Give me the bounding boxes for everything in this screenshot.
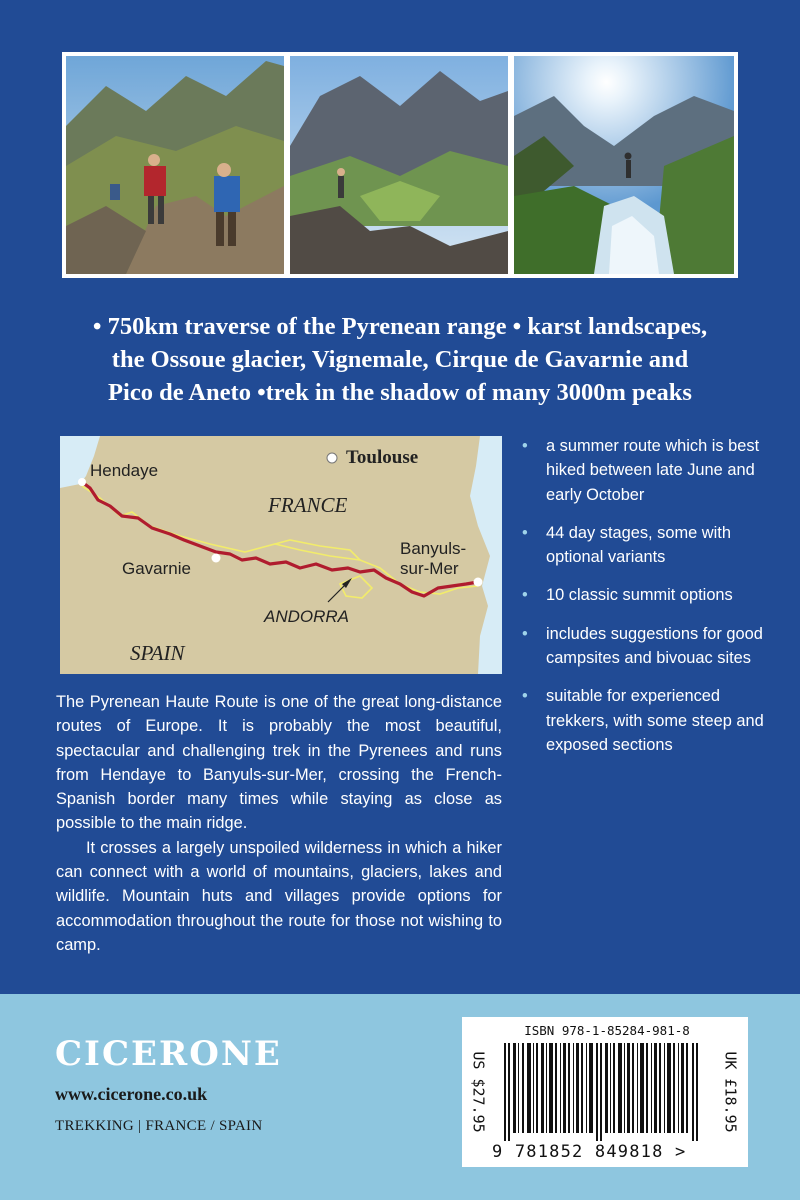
banyuls-marker — [474, 578, 483, 587]
bullet-icon: • — [522, 523, 528, 542]
bullet-icon: • — [522, 687, 528, 706]
isbn-text: ISBN 978-1-85284-981-8 — [524, 1023, 690, 1038]
price-us: US $27.95 — [470, 1051, 488, 1133]
map-label-banyuls-2: sur-Mer — [400, 559, 459, 578]
map-label-france: FRANCE — [268, 493, 348, 517]
map-label-gavarnie: Gavarnie — [122, 559, 191, 578]
highlights-line-3: Pico de Aneto •trek in the shadow of many 3000m peaks — [108, 379, 692, 406]
highlights-line-2: the Ossoue glacier, Vignemale, Cirque de Gavarnie and — [111, 346, 689, 373]
photo-mountain-stream — [514, 56, 734, 274]
price-uk: UK £18.95 — [722, 1051, 740, 1133]
map-label-andorra: ANDORRA — [264, 607, 350, 626]
barcode-panel — [462, 1017, 748, 1167]
description-paragraph-2: It crosses a largely unspoiled wilderness in which a hiker can connect with a world of mountains, glaciers, lakes and wildlife. Mountain huts and villages provide options for accommodation throughout the route for those not wishing to camp. — [56, 838, 502, 954]
feature-list — [522, 434, 772, 771]
publisher-url[interactable]: www.cicerone.co.uk — [55, 1084, 208, 1104]
feature-list-item: • suitable for experienced trekkers, with some steep and exposed sections — [522, 684, 772, 757]
description-text — [56, 690, 502, 957]
gavarnie-marker — [212, 554, 221, 563]
photo-hikers-on-trail — [66, 56, 284, 274]
feature-list-item: • includes suggestions for good campsites and bivouac sites — [522, 622, 772, 671]
description-paragraph-1: The Pyrenean Haute Route is one of the great long-distance routes of Europe. It is probably the most beautiful, spectacular and challenging trek in the Pyrenees and runs from Hendaye to Banyuls-sur-Mer, crossing the French-Spanish border many times while staying as close as possible to the main ridge. — [56, 693, 502, 833]
map-label-spain: SPAIN — [130, 641, 185, 665]
photo-mountain-valley — [290, 56, 508, 274]
map-label-toulouse: Toulouse — [346, 447, 419, 468]
highlights-line-1: • 750km traverse of the Pyrenean range • karst landscapes, — [92, 313, 708, 340]
barcode-icon — [500, 1043, 710, 1141]
route-map — [60, 436, 502, 674]
bullet-icon: • — [522, 586, 528, 605]
highlights-text — [30, 310, 770, 409]
ean-number: 9 781852 849818 > — [492, 1142, 687, 1162]
feature-list-item: • 44 day stages, some with optional variants — [522, 521, 772, 570]
toulouse-marker — [327, 453, 337, 463]
feature-list-item: • 10 classic summit options — [522, 583, 772, 607]
hendaye-marker — [78, 478, 86, 486]
photo-strip — [62, 52, 738, 278]
feature-list-item: • a summer route which is best hiked between late June and early October — [522, 434, 772, 507]
bullet-icon: • — [522, 624, 528, 643]
cicerone-logo: CICERONE — [55, 1034, 282, 1074]
bullet-icon: • — [522, 437, 528, 455]
map-label-hendaye: Hendaye — [90, 461, 159, 480]
category-label: TREKKING | FRANCE / SPAIN — [55, 1118, 263, 1134]
map-label-banyuls-1: Banyuls- — [400, 539, 467, 558]
